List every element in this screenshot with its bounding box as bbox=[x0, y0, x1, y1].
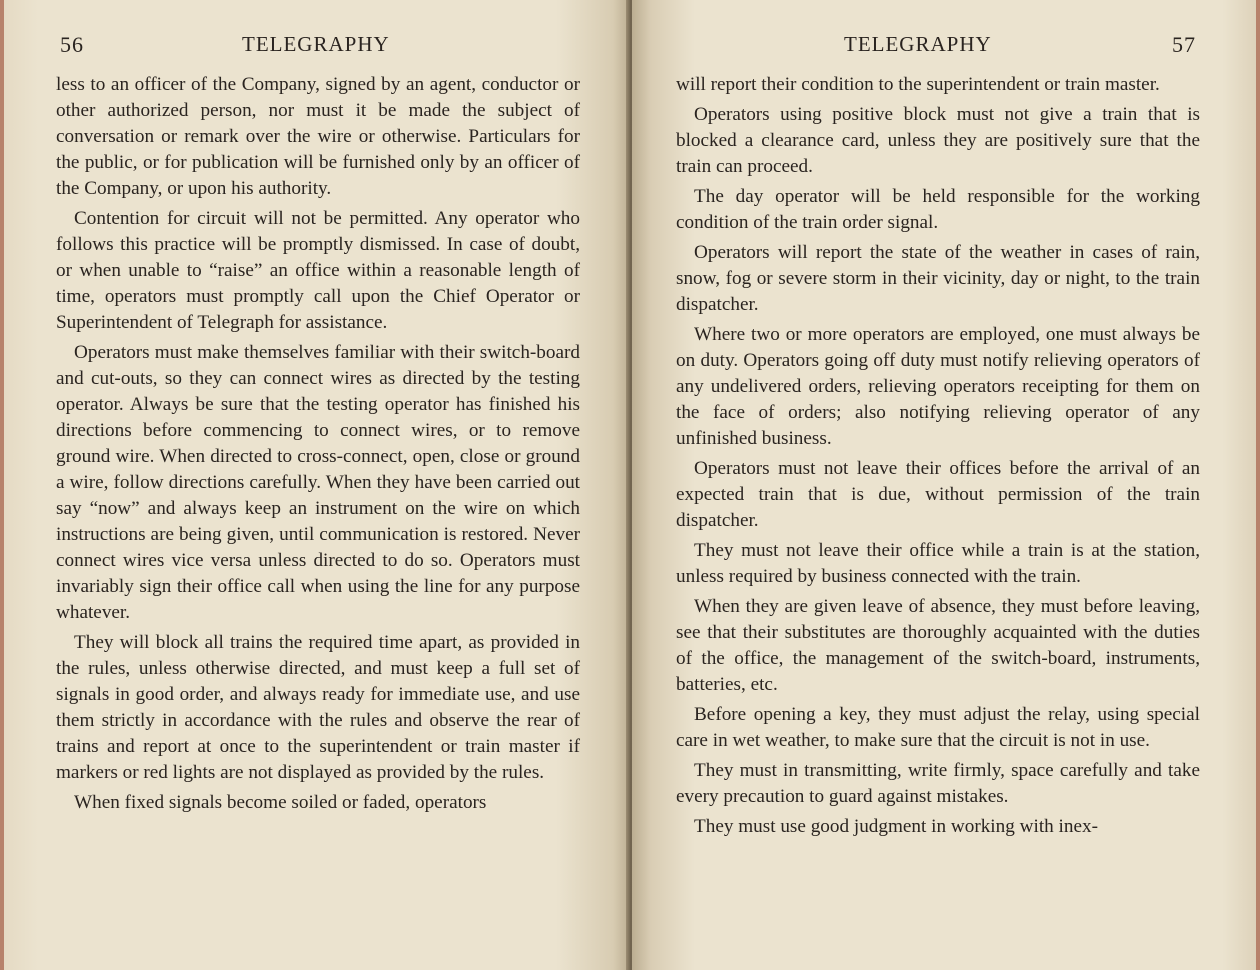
paragraph: Where two or more operators are employed, one must always be on duty. Operators going off duty must notify relieving operators of any undelivered orders, relieving operators receipting for them on the face of orders; also notifying relieving operator of any unfinished business. bbox=[676, 324, 1200, 449]
paragraph: They will block all trains the required time apart, as provided in the rules, unless otherwise directed, and must keep a full set of signals in good order, and always ready for immediate use, and use them strictly in accordance with the rules and observe the rear of trains and report at once to the superintendent or train master if markers or red lights are not displayed as provided by the rules. bbox=[56, 632, 580, 783]
page-edge bbox=[0, 0, 4, 970]
paragraph: Before opening a key, they must adjust the relay, using special care in wet weather, to make sure that the circuit is not in use. bbox=[676, 704, 1200, 751]
page-number: 57 bbox=[1172, 32, 1196, 57]
running-head bbox=[676, 30, 1200, 62]
running-head-title: TELEGRAPHY bbox=[844, 32, 992, 56]
paragraph: will report their condition to the superintendent or train master. bbox=[676, 74, 1160, 95]
body-text bbox=[56, 72, 580, 816]
paragraph: Operators must make themselves familiar with their switch-board and cut-outs, so they can connect wires as directed by the testing operator. Always be sure that the testing operator has finished his directions before commencing to connect wires, or to remove ground wire. When directed to cross-connect, open, close or ground a wire, follow directions carefully. When they have been carried out say “now” and always keep an instrument on the wire on which instructions are being given, until communication is restored. Never connect wires vice versa unless directed to do so. Operators must invariably sign their office call when using the line for any purpose whatever. bbox=[56, 342, 580, 623]
running-head-title: TELEGRAPHY bbox=[242, 32, 390, 56]
paragraph: Operators must not leave their offices before the arrival of an expected train that is due, without permission of the train dispatcher. bbox=[676, 458, 1200, 531]
paragraph: less to an officer of the Company, signed by an agent, conductor or other authorized person, nor must it be made the subject of conversation or remark over the wire or otherwise. Particulars for the public, or for publication will be furnished only by an officer of the Company, or upon his authority. bbox=[56, 74, 580, 199]
paragraph: When fixed signals become soiled or faded, operators bbox=[74, 792, 487, 813]
paragraph: They must not leave their office while a train is at the station, unless required by business connected with the train. bbox=[676, 540, 1200, 587]
paragraph: Contention for circuit will not be permitted. Any operator who follows this practice will be promptly dismissed. In case of doubt, or when unable to “raise” an office within a reasonable length of time, operators must promptly call upon the Chief Operator or Superintendent of Telegraph for assistance. bbox=[56, 208, 580, 333]
page-number: 56 bbox=[60, 32, 84, 57]
paragraph: They must in transmitting, write firmly, space carefully and take every precaution to guard against mistakes. bbox=[676, 760, 1200, 807]
body-text bbox=[676, 72, 1200, 840]
paragraph: Operators will report the state of the weather in cases of rain, snow, fog or severe storm in their vicinity, day or night, to the train dispatcher. bbox=[676, 242, 1200, 315]
paragraph: They must use good judgment in working with inex- bbox=[694, 816, 1098, 837]
running-head bbox=[56, 30, 580, 62]
paragraph: When they are given leave of absence, they must before leaving, see that their substitutes are thoroughly acquainted with the duties of the office, the management of the switch-board, instruments, batteries, etc. bbox=[676, 596, 1200, 695]
page-edge bbox=[1256, 0, 1260, 970]
paragraph: The day operator will be held responsible for the working condition of the train order signal. bbox=[676, 186, 1200, 233]
paragraph: Operators using positive block must not give a train that is blocked a clearance card, unless they are positively sure that the train can proceed. bbox=[676, 104, 1200, 177]
right-page bbox=[632, 0, 1260, 970]
